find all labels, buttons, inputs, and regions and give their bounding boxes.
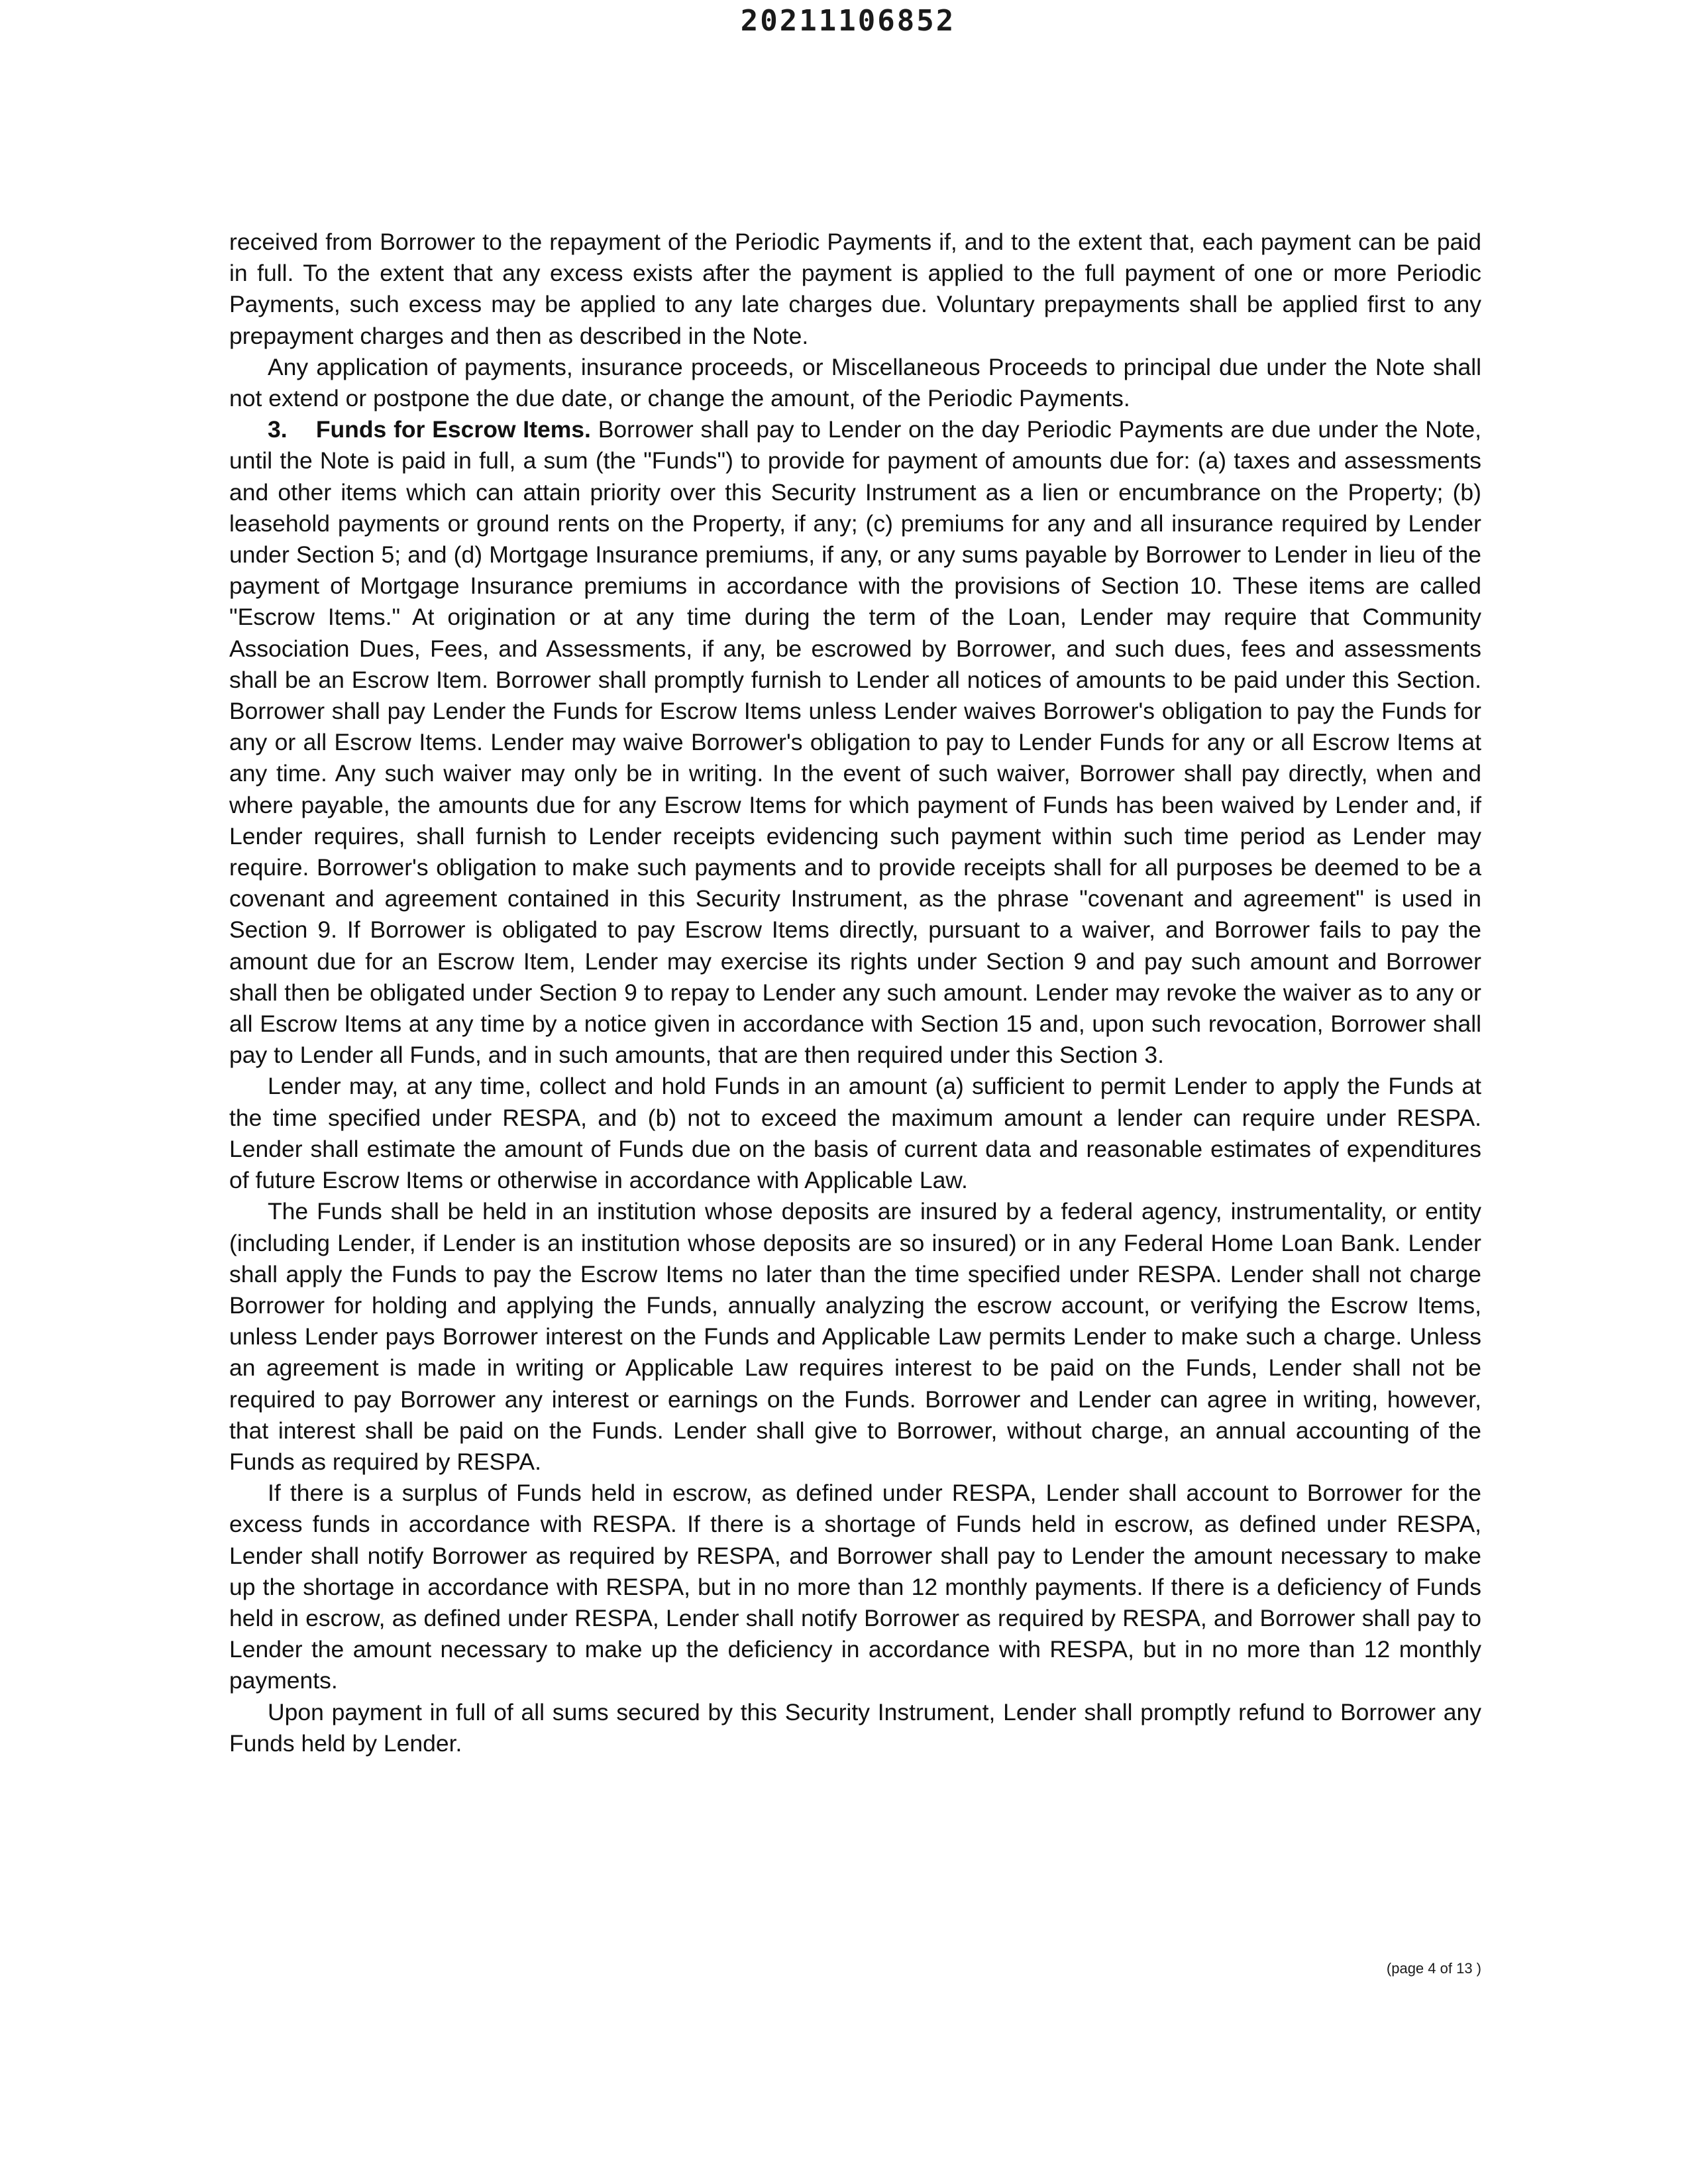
paragraph-payment-application: received from Borrower to the repayment of the Periodic Payments if, and to the extent that, each payment can be paid in full. To the extent that any excess exists after the payment is applied to the full payment of one or more Periodic Payments, such excess may be applied to any late charges due. Voluntary prepayments shall be applied first to any prepayment charges and then as described in the Note.: [229, 229, 1481, 349]
paragraph-refund: Upon payment in full of all sums secured by this Security Instrument, Lender shall promptly refund to Borrower any Funds held by Lender.: [229, 1698, 1481, 1757]
paragraph-surplus-shortage: If there is a surplus of Funds held in escrow, as defined under RESPA, Lender shall account to Borrower for the excess funds in accordance with RESPA. If there is a shortage of Funds held in escrow, as defined under RESPA, Lender shall notify Borrower as required by RESPA, and Borrower shall pay to Lender the amount necessary to make up the shortage in accordance with RESPA, but in no more than 12 monthly payments. If there is a deficiency of Funds held in escrow, as defined under RESPA, Lender shall notify Borrower as required by RESPA, and Borrower shall pay to Lender the amount necessary to make up the deficiency in accordance with RESPA, but in no more than 12 monthly payments.: [229, 1480, 1481, 1694]
paragraph-collect-and-hold-funds: Lender may, at any time, collect and hold Funds in an amount (a) sufficient to permit Lender to apply the Funds at the time specified under RESPA, and (b) not to exceed the maximum amount a lender can require under RESPA. Lender shall estimate the amount of Funds due on the basis of current data and reasonable estimates of expenditures of future Escrow Items or otherwise in accordance with Applicable Law.: [229, 1073, 1481, 1194]
section-heading: Funds for Escrow Items.: [315, 416, 591, 443]
document-body: [229, 227, 1481, 1759]
section-3-funds-for-escrow: [229, 414, 1481, 1071]
section-number: 3.: [268, 416, 288, 443]
paragraph-application-of-proceeds: Any application of payments, insurance proceeds, or Miscellaneous Proceeds to principal due under the Note shall not extend or postpone the due date, or change the amount, of the Periodic Payments.: [229, 353, 1481, 412]
page-number: (page 4 of 13 ): [1386, 1960, 1481, 1977]
document-number: 20211106852: [740, 4, 956, 38]
section-3-text: Borrower shall pay to Lender on the day Periodic Payments are due under the Note, until the Note is paid in full, a sum (the "Funds") to provide for payment of amounts due for: (a) taxes and assessments and other items which can attain priority over this Security Instrument as a lien or encumbrance on the Property; (b) leasehold payments or ground rents on the Property, if any; (c) premiums for any and all insurance required by Lender under Section 5; and (d) Mortgage Insurance premiums, if any, or any sums payable by Borrower to Lender in lieu of the payment of Mortgage Insurance premiums in accordance with the provisions of Section 10. These items are called "Escrow Items." At origination or at any time during the term of the Loan, Lender may require that Community Association Dues, Fees, and Assessments, if any, be escrowed by Borrower, and such dues, fees and assessments shall be an Escrow Item. Borrower shall promptly furnish to Lender all notices of amounts to be paid under this Section. Borrower shall pay Lender the Funds for Escrow Items unless Lender waives Borrower's obligation to pay the Funds for any or all Escrow Items. Lender may waive Borrower's obligation to pay to Lender Funds for any or all Escrow Items at any time. Any such waiver may only be in writing. In the event of such waiver, Borrower shall pay directly, when and where payable, the amounts due for any Escrow Items for which payment of Funds has been waived by Lender and, if Lender requires, shall furnish to Lender receipts evidencing such payment within such time period as Lender may require. Borrower's obligation to make such payments and to provide receipts shall for all purposes be deemed to be a covenant and agreement contained in this Security Instrument, as the phrase "covenant and agreement" is used in Section 9. If Borrower is obligated to pay Escrow Items directly, pursuant to a waiver, and Borrower fails to pay the amount due for an Escrow Item, Lender may exercise its rights under Section 9 and pay such amount and Borrower shall then be obligated under Section 9 to repay to Lender any such amount. Lender may revoke the waiver as to any or all Escrow Items at any time by a notice given in accordance with Section 15 and, upon such revocation, Borrower shall pay to Lender all Funds, and in such amounts, that are then required under this Section 3.: [229, 416, 1481, 1069]
paragraph-funds-institution: The Funds shall be held in an institution whose deposits are insured by a federal agency, instrumentality, or entity (including Lender, if Lender is an institution whose deposits are so insured) or in any Federal Home Loan Bank. Lender shall apply the Funds to pay the Escrow Items no later than the time specified under RESPA. Lender shall not charge Borrower for holding and applying the Funds, annually analyzing the escrow account, or verifying the Escrow Items, unless Lender pays Borrower interest on the Funds and Applicable Law permits Lender to make such a charge. Unless an agreement is made in writing or Applicable Law requires interest to be paid on the Funds, Lender shall not be required to pay Borrower any interest or earnings on the Funds. Borrower and Lender can agree in writing, however, that interest shall be paid on the Funds. Lender shall give to Borrower, without charge, an annual accounting of the Funds as required by RESPA.: [229, 1198, 1481, 1475]
